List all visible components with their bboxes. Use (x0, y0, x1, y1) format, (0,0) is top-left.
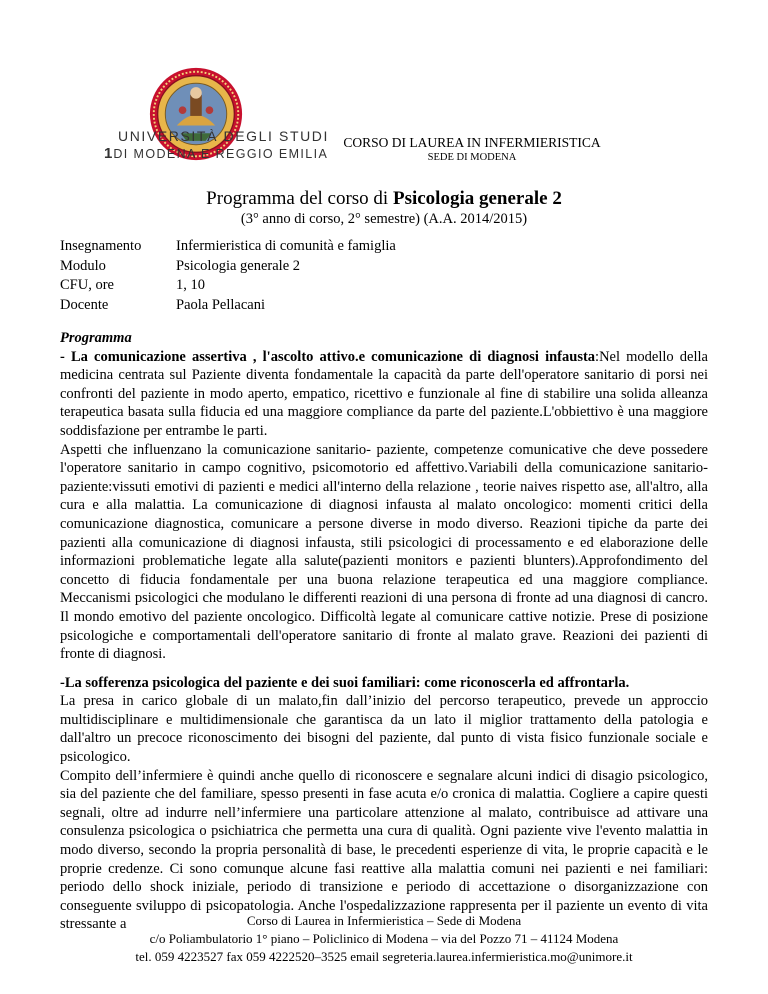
university-name-line2-text: DI MODENA E REGGIO EMILIA (113, 147, 329, 161)
info-label: Docente (60, 296, 109, 313)
info-row (60, 276, 396, 296)
page-number: 1 (104, 145, 113, 162)
program-body (60, 329, 708, 934)
section1-text1: :Nel modello della medicina centrata sul Paziente diventa fondamentale la capacità da parte dell'operatore sanitario di porsi nei confronti del paziente in modo aperto, empatico, ricettivo e funzionale al fine di stabilire una solida alleanza terapeutica basata sulla fiducia ed una maggiore compliance da parte del paziente.L'obbiettivo è una maggiore soddisfazione per entrambe le parti. (60, 348, 708, 439)
university-name-line1: UNIVERSITÀ DEGLI STUDI (118, 128, 330, 144)
university-name-line2 (104, 145, 328, 162)
info-value: Infermieristica di comunità e famiglia (176, 238, 396, 254)
info-value: Paola Pellacani (176, 296, 265, 313)
info-value: Psicologia generale 2 (176, 257, 301, 274)
info-row (60, 257, 396, 277)
course-sede: SEDE DI MODENA (427, 152, 517, 163)
section2-paragraph2: Compito dell’infermiere è quindi anche quello di riconoscere e segnalare alcuni indici di disagio psicologico, sia del paziente che del familiare, spesso presenti in fase acuta e/o cronica di malattia. Cogliere a capire questi segnali, oltre ad indurre nell’infermiere una particolare attenzione al malato, contribuisce ad attivare una consulenza psicologica o psichiatrica che permetta una cura di qualità. Ogni paziente vive l'evento malattia in modo diverso, secondo la propria personalità di base, le precedenti esperienze di vita, le proprie capacità e le proprie credenze. Ci sono comunque alcune fasi reattive alla malattia comuni nei pazienti e nei familiari: periodo dello shock iniziale, periodo di transizione e periodo di accettazione o disorganizzazione con conseguente sviluppo di psicopatologia. Anche l'ospedalizzazione rappresenta per il paziente un evento di vita stressante a (60, 767, 708, 933)
page-footer (0, 912, 768, 966)
section1-paragraph1 (60, 348, 708, 441)
info-value: 1, 10 (176, 277, 205, 293)
program-heading: Programma (60, 330, 132, 346)
footer-line1: Corso di Laurea in Infermieristica – Sede di Modena (246, 913, 522, 928)
title-subject: Psicologia generale 2 (392, 188, 562, 209)
section1-title: - La comunicazione assertiva , l'ascolto attivo.e comunicazione di diagnosi infausta (60, 348, 596, 365)
course-info-table (60, 237, 396, 315)
info-label: CFU, ore (60, 277, 114, 293)
footer-line2: c/o Poliambulatorio 1° piano – Policlinico di Modena – via del Pozzo 71 – 41124 Modena (149, 931, 619, 946)
section2-title: -La sofferenza psicologica del paziente e dei suoi familiari: come riconoscerla ed affrontarla. (60, 674, 630, 691)
section1-paragraph2: Aspetti che influenzano la comunicazione sanitario- paziente, competenze comunicative che deve possedere l'operatore sanitario in campo cognitivo, psicomotorio ed affettivo.Variabili della comunicazione sanitario-paziente:vissuti emotivi di pazienti e medici all'interno della relazione , teorie naives rispetto ase, all'altro, alla cura e alla malattia. La comunicazione di diagnosi infausta al malato oncologico: momenti critici della comunicazione diagnostica, comunicare a persone diverse in modo diverso. Reazioni tipiche da parte dei pazienti alla comunicazione di diagnosi infausta, stili psicologici di processamento e ed elaborazione delle informazioni problematiche legate alla salute(pazienti monitors e pazienti blunters).Approfondimento del concetto di fiducia fondamentale per una buona relazione terapeutica ed una maggiore compliance. Meccanismi psicologici che modulano le differenti reazioni di una persona di fronte ad una diagnosi di cancro. Il mondo emotivo del paziente oncologico. Difficoltà legate al comunicare cattive notizie. Prese di posizione psicologiche e comportamentali dell'operatore sanitario di fronte al malato grave. Reazioni dei pazienti di fronte di diagnosi. (60, 441, 708, 663)
page-subtitle: (3° anno di corso, 2° semestre) (A.A. 2014/2015) (240, 211, 528, 227)
info-label: Modulo (60, 257, 106, 274)
footer-line3: tel. 059 4223527 fax 059 4222520–3525 email segreteria.laurea.infermieristica.mo@unimore.it (135, 949, 633, 964)
section2-paragraph1: La presa in carico globale di un malato,fin dall’inizio del percorso terapeutico, prevede un approccio multidisciplinare e multidimensionale che garantisca da un lato il miglior trattamento della patologia e dall'altro un precoce riconoscimento dei bisogni del paziente, dal punto di vista fisico funzionale sociale e psicologico. (60, 693, 708, 766)
info-label: Insegnamento (60, 238, 142, 254)
info-row (60, 237, 396, 257)
title-prefix: Programma del corso di (206, 188, 393, 209)
info-row (60, 296, 396, 316)
course-heading: CORSO DI LAUREA IN INFERMIERISTICA (343, 135, 601, 150)
page-title (0, 188, 768, 210)
